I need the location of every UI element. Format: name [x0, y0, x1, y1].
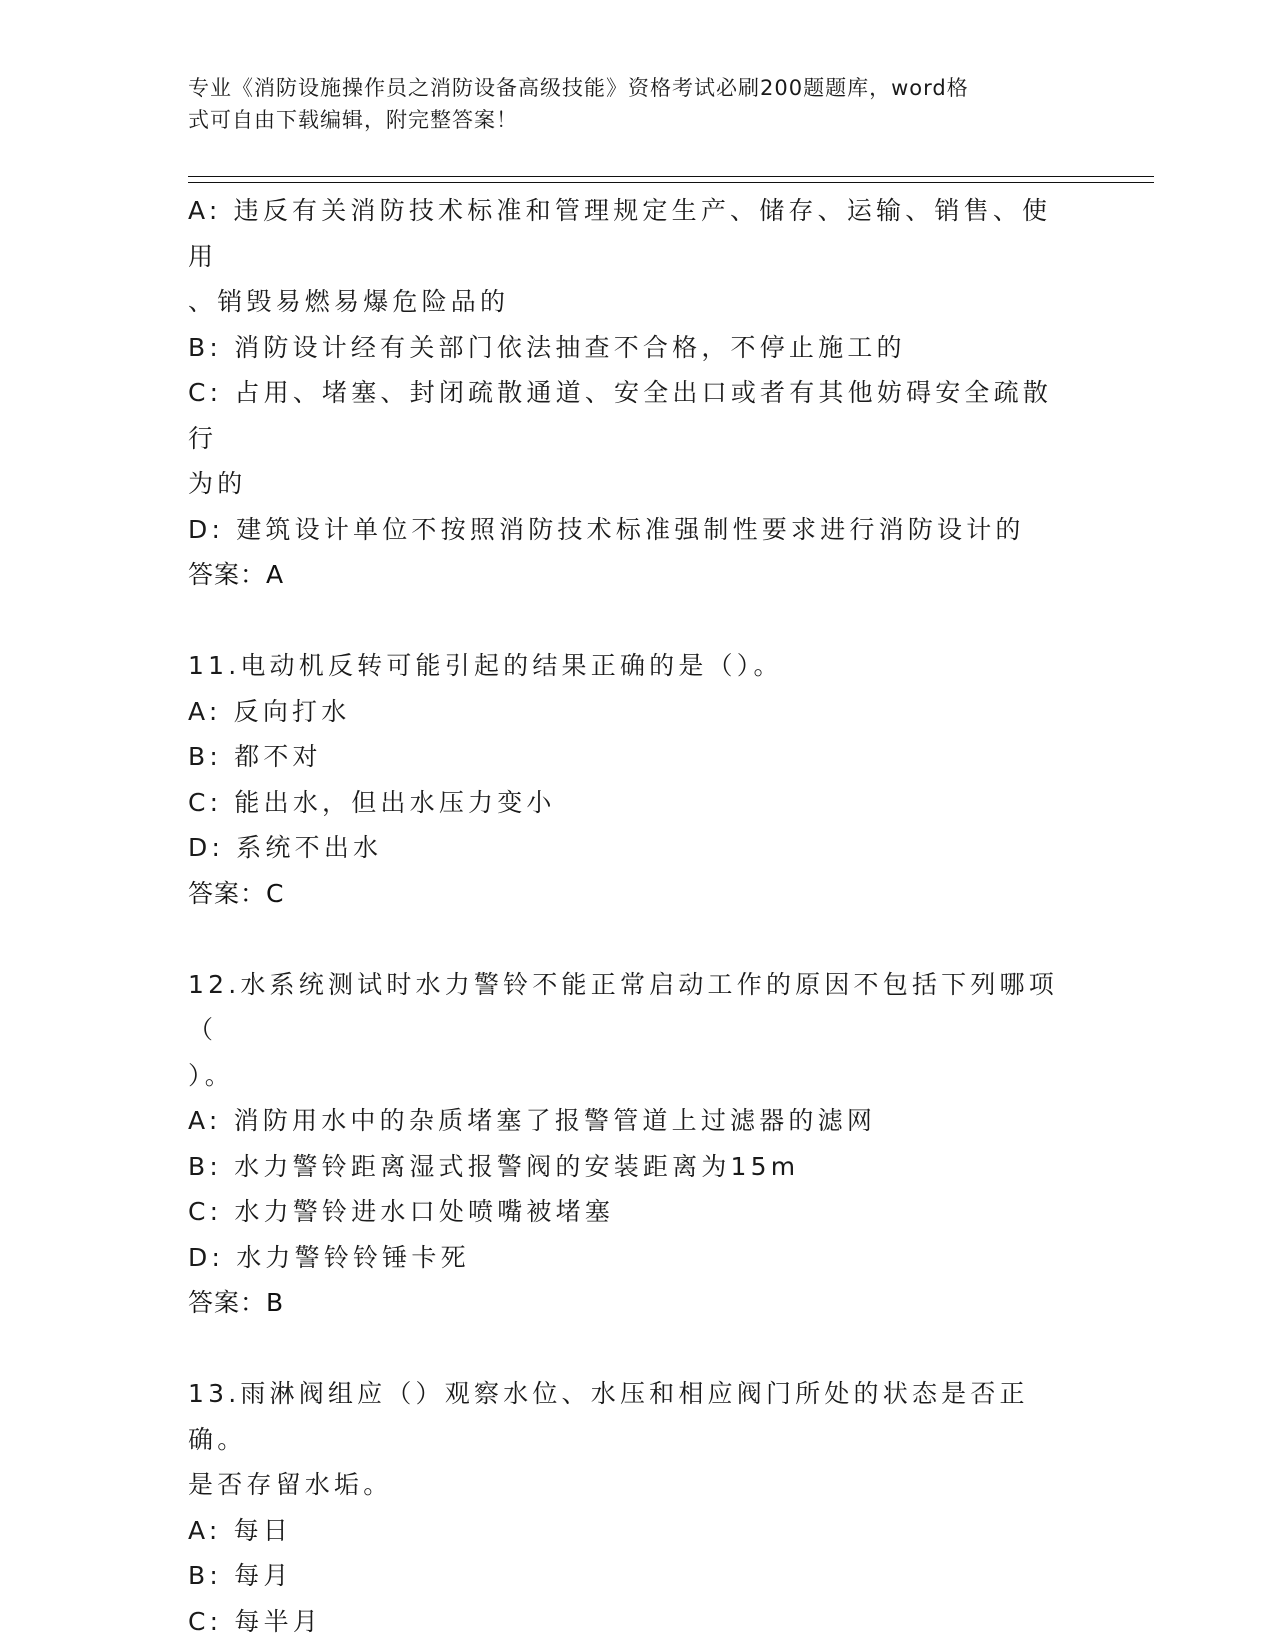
option-line: B: 每月	[188, 1561, 293, 1590]
option-line: B: 消防设计经有关部门依法抽查不合格，不停止施工的	[188, 332, 906, 362]
option-line: C: 每半月	[188, 1606, 323, 1636]
option-line: B: 都不对	[188, 742, 322, 771]
option-line: B: 水力警铃距离湿式报警阀的安装距离为15m	[188, 1151, 800, 1181]
spacer	[188, 916, 1078, 962]
question-stem: ）。	[188, 1060, 234, 1090]
option-line: A: 消防用水中的杂质堵塞了报警管道上过滤器的滤网	[188, 1106, 877, 1135]
spacer	[188, 598, 1078, 644]
answer-line: 答案：C	[188, 878, 285, 908]
answer-line: 答案：A	[188, 560, 285, 589]
option-line: D: 系统不出水	[188, 833, 383, 862]
option-line: A: 违反有关消防技术标准和管理规定生产、储存、运输、销售、使用	[188, 196, 1052, 271]
question-stem: 13.雨淋阀组应（）观察水位、水压和相应阀门所处的状态是否正确。	[188, 1379, 1029, 1454]
option-line: C: 水力警铃进水口处喷嘴被堵塞	[188, 1197, 615, 1226]
question-stem: 是否存留水垢。	[188, 1470, 393, 1499]
header-line-1: 专业《消防设施操作员之消防设备高级技能》资格考试必刷200题题库，word格	[188, 76, 969, 100]
question-block-12	[188, 962, 1078, 1326]
question-block-13	[188, 1371, 1078, 1644]
header-divider-bottom	[188, 182, 1154, 183]
option-line: A: 每日	[188, 1515, 293, 1545]
option-line: 为的	[188, 469, 247, 498]
question-block-10	[188, 188, 1078, 598]
document-header	[188, 72, 1068, 136]
option-line: 、销毁易燃易爆危险品的	[188, 287, 510, 316]
spacer	[188, 1326, 1078, 1372]
header-divider-top	[188, 176, 1154, 177]
option-line: C: 占用、堵塞、封闭疏散通道、安全出口或者有其他妨碍安全疏散行	[188, 378, 1053, 453]
question-stem: 11.电动机反转可能引起的结果正确的是（）。	[188, 651, 783, 680]
answer-line: 答案：B	[188, 1288, 285, 1317]
option-line: D: 水力警铃铃锤卡死	[188, 1242, 470, 1272]
question-content	[188, 188, 1078, 1644]
question-stem: 12.水系统测试时水力警铃不能正常启动工作的原因不包括下列哪项（	[188, 969, 1058, 1044]
option-line: D: 建筑设计单位不按照消防技术标准强制性要求进行消防设计的	[188, 514, 1025, 544]
option-line: A: 反向打水	[188, 696, 351, 726]
question-block-11	[188, 643, 1078, 916]
header-line-2: 式可自由下载编辑，附完整答案！	[188, 108, 518, 132]
option-line: C: 能出水，但出水压力变小	[188, 787, 556, 817]
